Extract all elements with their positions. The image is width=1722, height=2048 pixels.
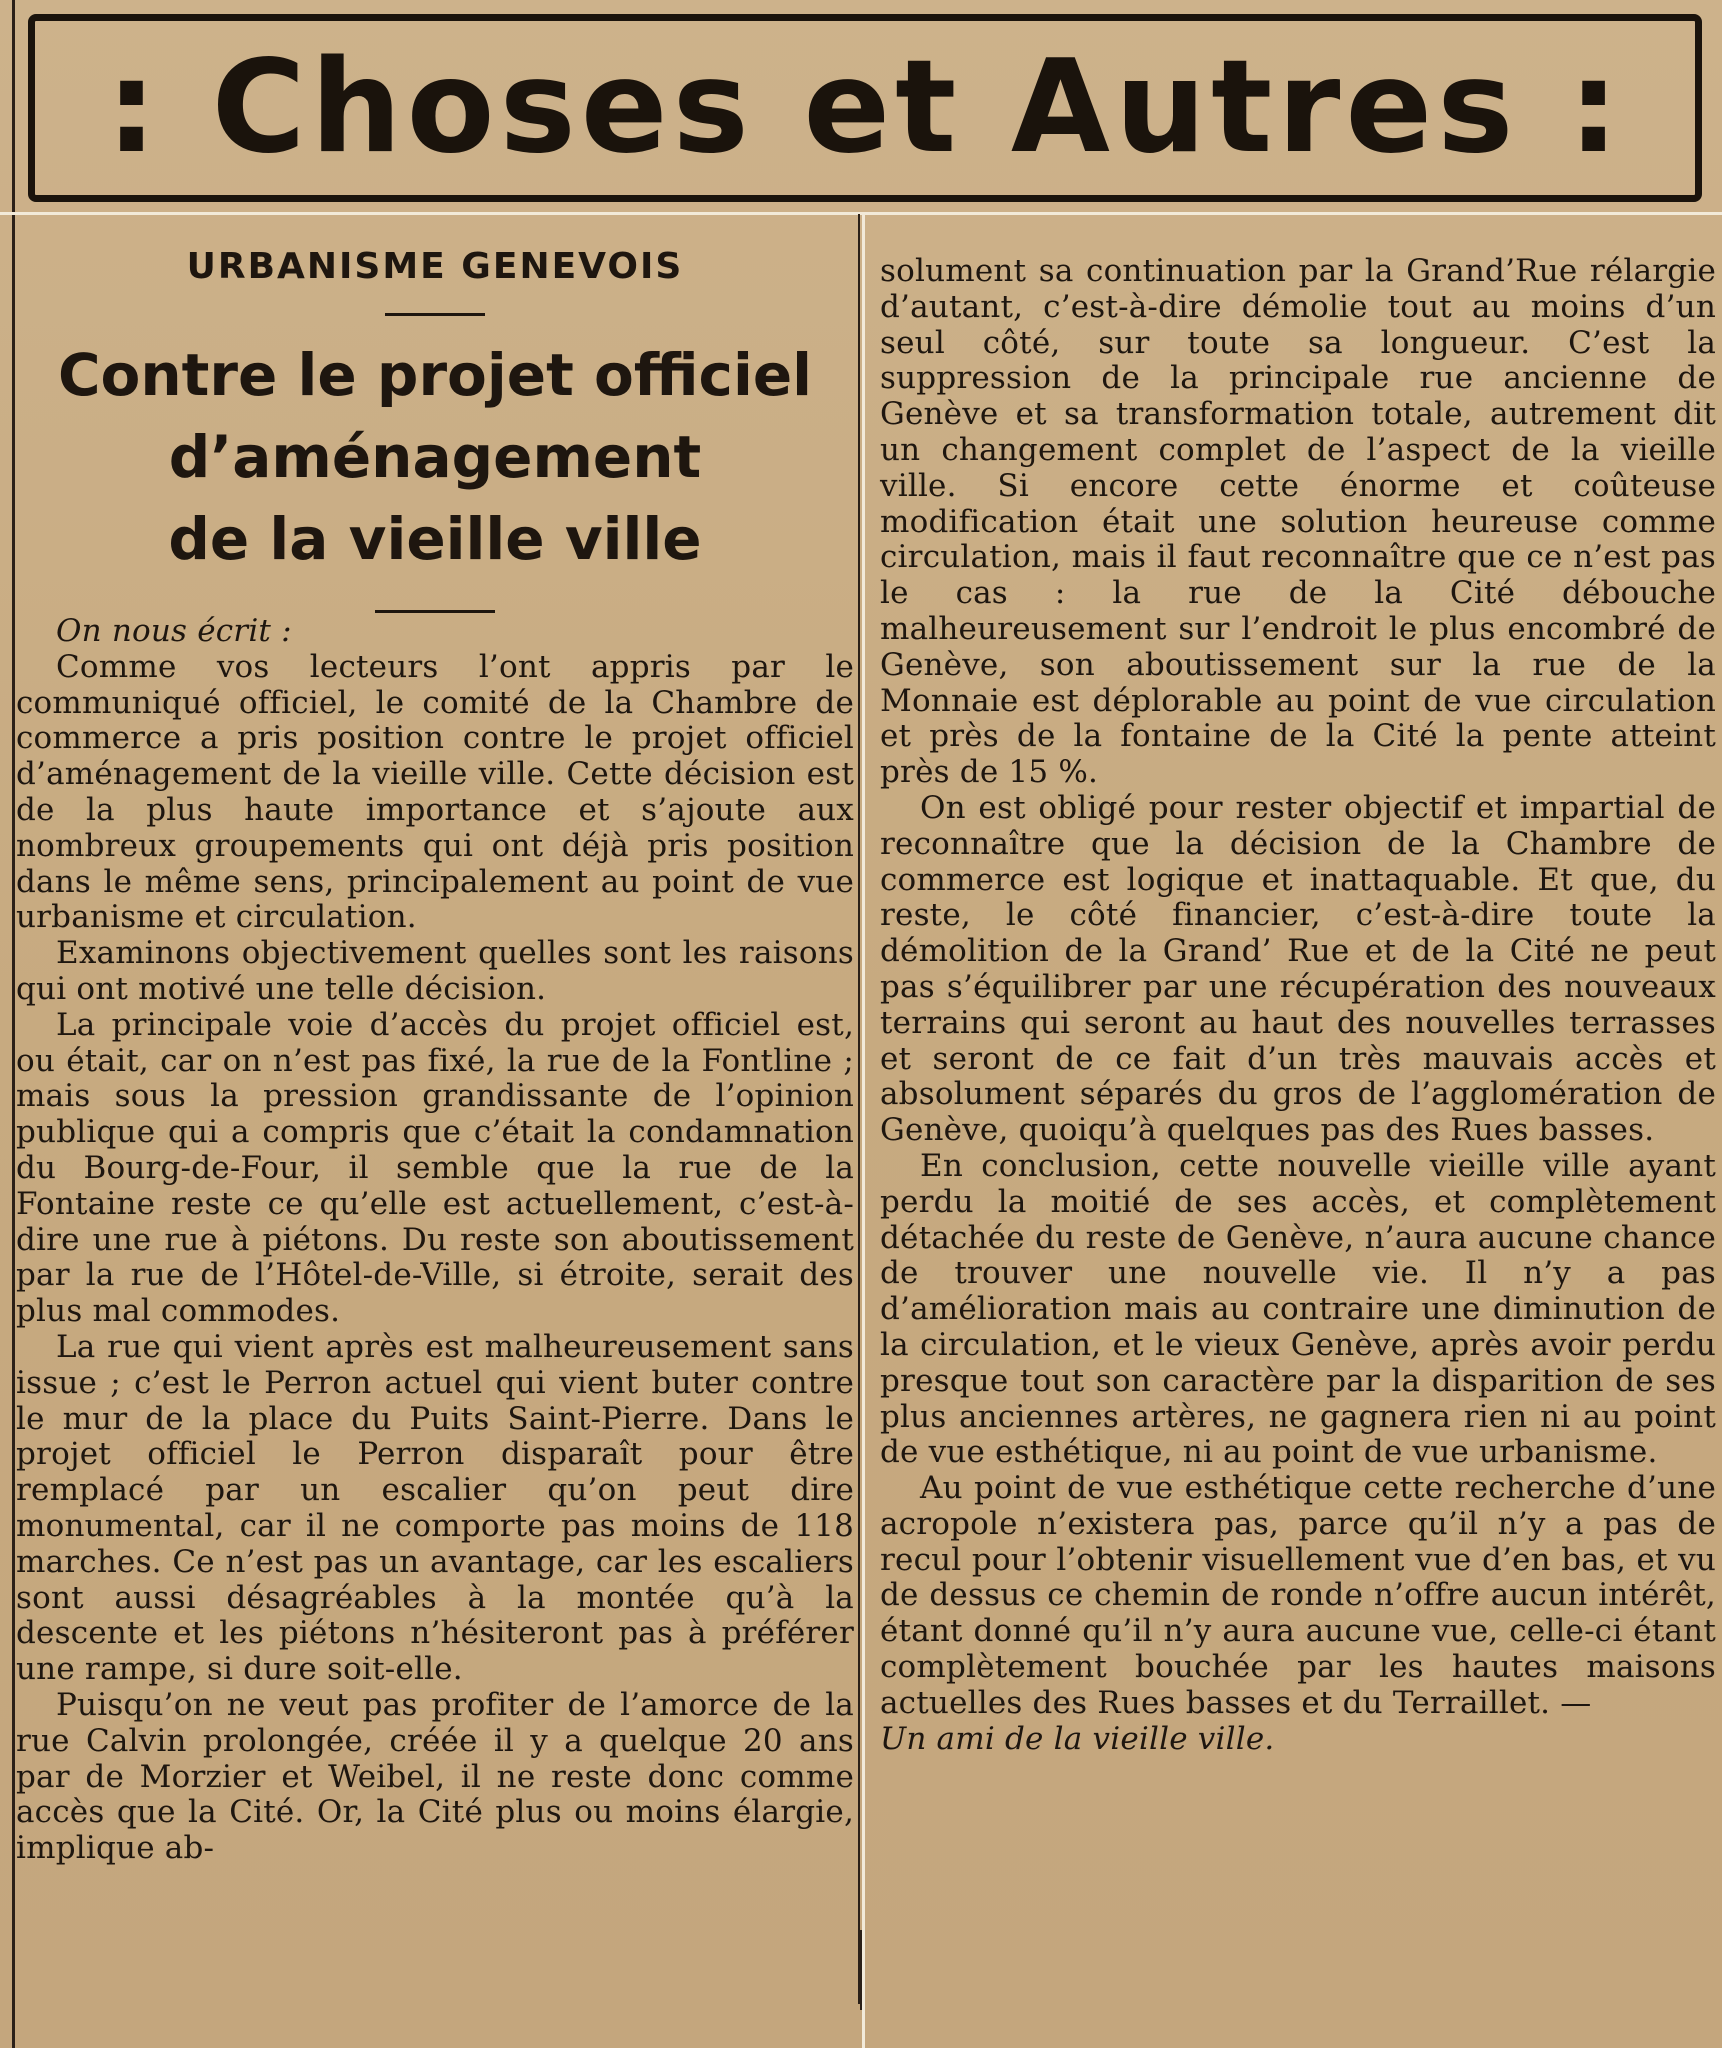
paragraph: En conclusion, cette nouvelle vieille ville ayant perdu la moitié de ses accès, et complètement détachée du reste de Genève, n’aura aucune chance de trouver une nouvelle vie. Il n’y a pas d’amélioration mais au contraire une diminution de la circulation, et le vieux Genève, après avoir perdu presque tout son caractère par la disparition de ses plus anciennes artères, ne gagnera rien ni au point de vue esthétique, ni au point de vue urbanisme. — [880, 1147, 1716, 1471]
paragraph: Au point de vue esthétique cette recherche d’une acropole n’existera pas, parce qu’il n’y a pas de recul pour l’obtenir visuellement vue d’en bas, et vu de dessus ce chemin de ronde n’offre aucun intérêt, étant donné qu’il n’y aura aucune vue, celle-ci étant complètement bouchée par les hautes maisons actuelles des Rues basses et du Terraillet. — — [880, 1470, 1716, 1721]
left-edge-rule — [12, 0, 15, 2048]
headline-rule — [375, 610, 495, 613]
paragraph: La rue qui vient après est malheureusement sans issue ; c’est le Perron actuel qui vient buter contre le mur de la place du Puits Saint-Pierre. Dans le projet officiel le Perron disparaît pour être remplacé par un escalier qu’on peut dire monumental, car il ne comporte pas moins de 118 marches. Ce n’est pas un avantage, car les escaliers sont aussi désagréables à la montée qu’à la descente et les piétons n’hésiteront pas à préférer une rampe, si dure soit-elle. — [16, 1328, 854, 1688]
paragraph: Comme vos lecteurs l’ont appris par le communiqué officiel, le comité de la Chambre de commerce a pris position contre le projet officiel d’aménagement de la vieille ville. Cette décision est de la plus haute importance et s’ajoute aux nombreux groupements qui ont déjà pris position dans le même sens, principalement au point de vue urbanisme et circulation. — [16, 648, 854, 936]
paragraph: solument sa continuation par la Grand’Rue rélargie d’autant, c’est-à-dire démolie tout au moins d’un seul côté, sur toute sa longueur. C’est la suppression de la principale rue ancienne de Genève et sa transformation totale, autrement dit un changement complet de l’aspect de la vieille ville. Si encore cette énorme et coûteuse modification était une solution heureuse comme circulation, mais il faut reconnaître que ce n’est pas le cas : la rue de la Cité débouche malheureusement sur l’endroit le plus encombré de Genève, son aboutissement sur la rue de la Monnaie est déplorable au point de vue circulation et près de la fontaine de la Cité la pente atteint près de 15 %. — [880, 253, 1716, 791]
headline-line-2: d’aménagement — [168, 423, 702, 491]
banner-box — [28, 14, 1702, 202]
article-heading — [20, 230, 850, 613]
column-divider-lower — [860, 1930, 862, 2010]
headline-line-1: Contre le projet officiel — [57, 341, 813, 409]
paragraph: Examinons objectivement quelles sont les raisons qui ont motivé une telle décision. — [16, 935, 854, 1007]
paragraph: La principale voie d’accès du projet officiel est, ou était, car on n’est pas fixé, la rue de la Fontline ; mais sous la pression grandissante de l’opinion publique qui a compris que c’était la condamnation du Bourg-de-Four, il semble que la rue de la Fontaine reste ce qu’elle est actuellement, c’est-à-dire une rue à piétons. Du reste son aboutissement par la rue de l’Hôtel-de-Ville, si étroite, serait des plus mal commodes. — [16, 1006, 854, 1330]
paragraph: Puisqu’on ne veut pas profiter de l’amorce de la rue Calvin prolongée, créée il y a quelque 20 ans par de Morzier et Weibel, il ne reste donc comme accès que la Cité. Or, la Cité plus ou moins élargie, implique ab- — [16, 1686, 854, 1867]
right-column — [880, 254, 1716, 1757]
headline-line-3: de la vieille ville — [168, 505, 702, 573]
banner-title: : Choses et Autres : — [105, 33, 1625, 182]
article-intro: On nous écrit : — [56, 613, 292, 649]
column-divider — [858, 214, 860, 2004]
kicker-rule — [385, 313, 485, 316]
horizontal-fold-line — [0, 212, 1722, 215]
article-headline — [20, 334, 850, 580]
vertical-fold-line — [862, 212, 865, 2048]
article-signature: Un ami de la vieille ville. — [880, 1720, 1275, 1757]
article-kicker: URBANISME GENEVOIS — [186, 246, 684, 287]
left-column — [16, 614, 854, 1867]
paragraph: On est obligé pour rester objectif et impartial de reconnaître que la décision de la Chambre de commerce est logique et inattaquable. Et que, du reste, le côté financier, c’est-à-dire toute la démolition de la Grand’ Rue et de la Cité ne peut pas s’équilibrer par une récupération des nouveaux terrains qui seront au haut des nouvelles terrasses et seront de ce fait d’un très mauvais accès et absolument séparés du gros de l’agglomération de Genève, quoiqu’à quelques pas des Rues basses. — [880, 789, 1716, 1149]
